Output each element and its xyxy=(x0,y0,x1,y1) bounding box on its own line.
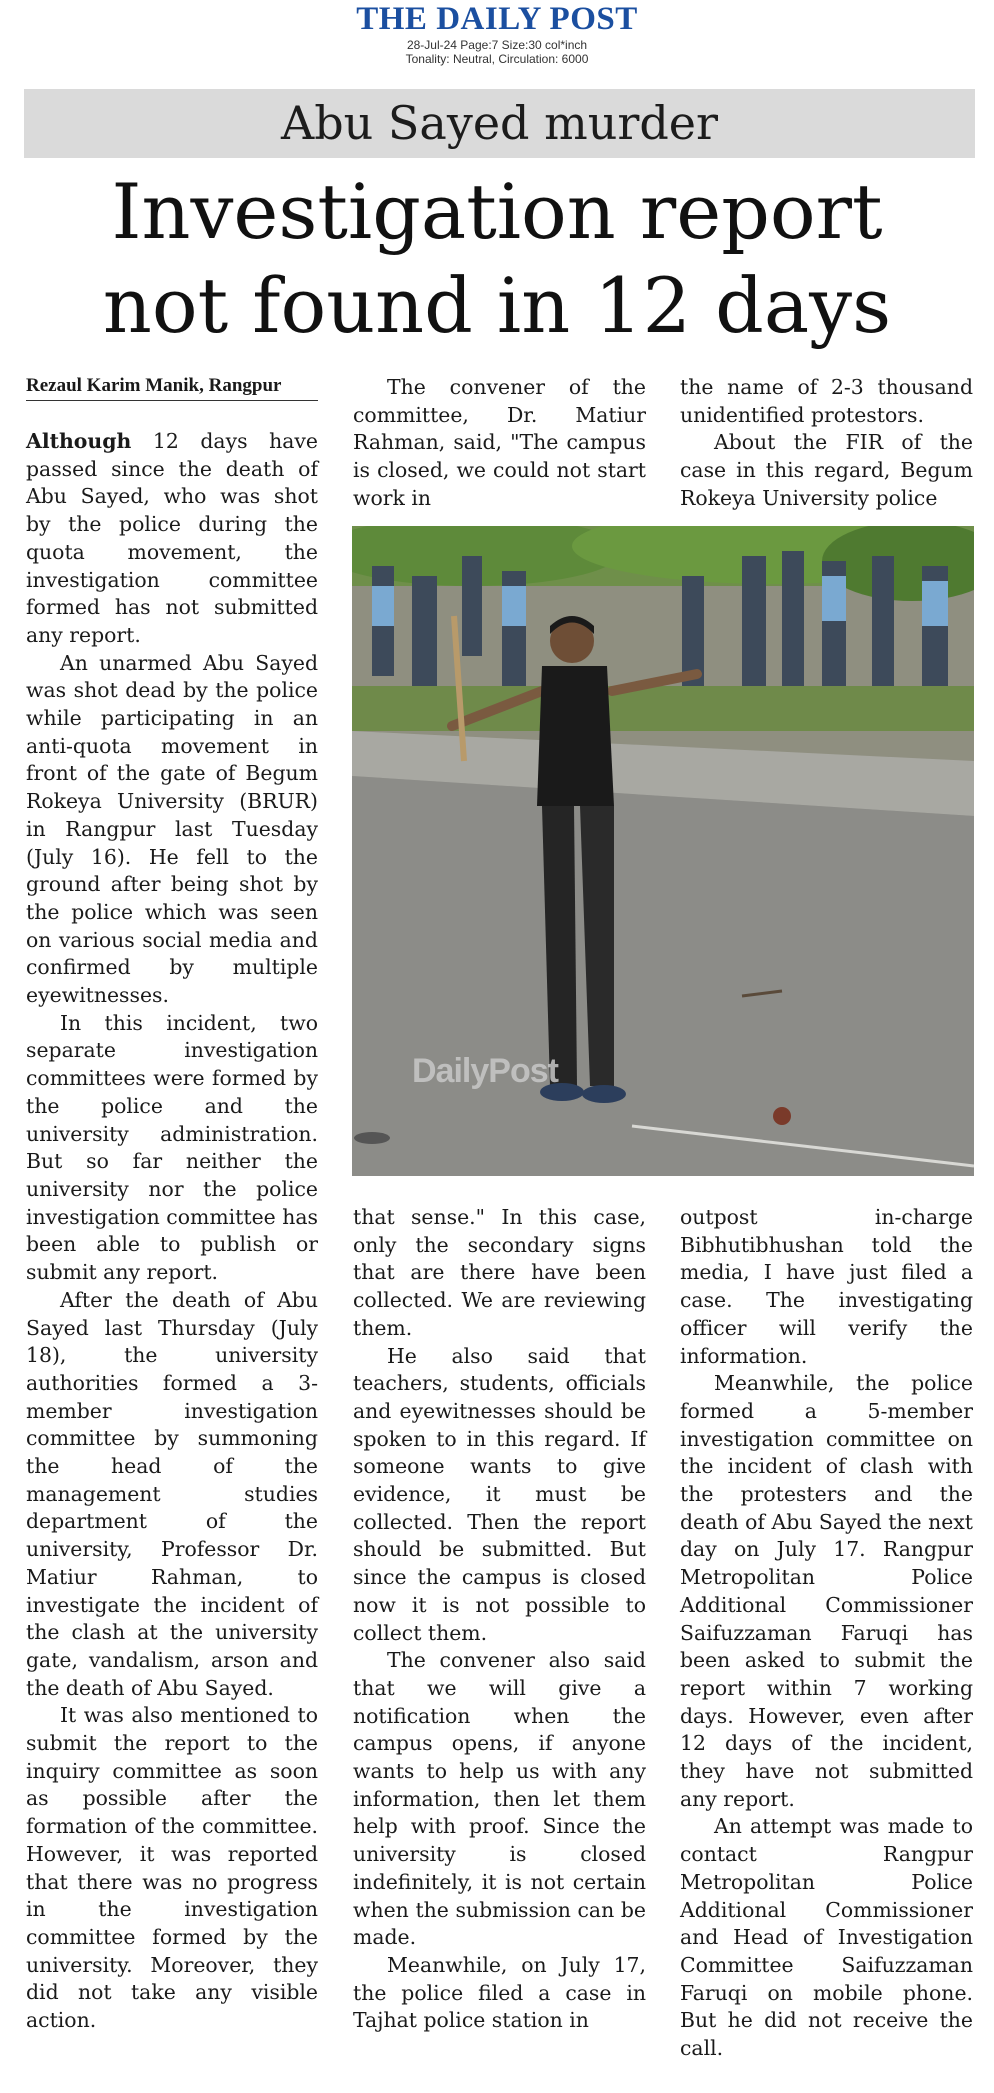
paragraph: The convener of the committee, Dr. Matiur Rahman, said, "The campus is closed, we could not start work in xyxy=(353,375,646,510)
column-1 xyxy=(26,428,318,2035)
photo-watermark: DailyPost xyxy=(412,1052,558,1090)
clipping-meta-line1: 28-Jul-24 Page:7 Size:30 col*inch xyxy=(406,38,588,52)
clipping-meta-line2: Tonality: Neutral, Circulation: 6000 xyxy=(405,52,589,66)
lead-paragraph xyxy=(26,428,318,650)
paragraph: An unarmed Abu Sayed was shot dead by the police while participating in an anti-quota movement in front of the gate of Begum Rokeya University (BRUR) in Rangpur last Tuesday (July 16). He fell to the ground after being shot by the police which was seen on various social media and confirmed by multiple eyewitnesses. xyxy=(26,650,318,1008)
byline: Rezaul Karim Manik, Rangpur xyxy=(26,374,318,401)
paragraph: The convener also said that we will give a notification when the campus opens, if anyone wants to help us with any information, then let them help with proof. Since the university is closed indefinitely, it is not certain when the submission can be made. xyxy=(353,1648,646,1950)
paragraph: that sense." In this case, only the secondary signs that are there have been collected. We are reviewing them. xyxy=(353,1205,646,1340)
column-2-bottom xyxy=(353,1204,646,2035)
paragraph: An attempt was made to contact Rangpur Metropolitan Police Additional Commissioner and Head of Investigation Committee Saifuzzaman Faruqi on mobile phone. But he did not receive the call. xyxy=(680,1814,973,2061)
headline xyxy=(0,165,994,353)
paragraph: outpost in-charge Bibhutibhushan told the media, I have just filed a case. The investigating officer will verify the information. xyxy=(680,1205,973,1368)
column-2-top xyxy=(353,374,646,513)
newspaper-logo: THE DAILY POST xyxy=(356,1,638,37)
paragraph: About the FIR of the case in this regard, Begum Rokeya University police xyxy=(680,430,973,510)
paragraph: He also said that teachers, students, officials and eyewitnesses should be spoken to in this regard. If someone wants to give evidence, it must be collected. Then the report should be submitted. But since the campus is closed now it is not possible to collect them. xyxy=(353,1343,646,1645)
column-3-bottom xyxy=(680,1204,973,2063)
paragraph: the name of 2-3 thousand unidentified protestors. xyxy=(680,375,973,427)
lead-word: Although xyxy=(26,429,132,453)
kicker: Abu Sayed murder xyxy=(280,96,719,150)
paragraph: In this incident, two separate investigation committees were formed by the police and the university administration. But so far neither the university nor the police investigation committee has been able to publish or submit any report. xyxy=(26,1010,318,1285)
paragraph: Meanwhile, the police formed a 5-member investigation committee on the incident of clash with the protesters and the death of Abu Sayed the next day on July 17. Rangpur Metropolitan Police Additional Commissioner Saifuzzaman Faruqi has been asked to submit the report within 7 working days. However, even after 12 days of the incident, they have not submitted any report. xyxy=(680,1371,973,1811)
column-3-top xyxy=(680,374,973,513)
news-photo xyxy=(352,526,974,1176)
headline-line-1: Investigation report xyxy=(111,167,883,256)
lead-text: 12 days have passed since the death of Abu Sayed, who was shot by the police during the quota movement, the investigation committee formed has not submitted any report. xyxy=(26,429,318,647)
paragraph: It was also mentioned to submit the report to the inquiry committee as soon as possible after the formation of the committee. However, it was reported that there was no progress in the investigation committee formed by the university. Moreover, they did not take any visible action. xyxy=(26,1703,318,2033)
paragraph: Meanwhile, on July 17, the police filed a case in Tajhat police station in xyxy=(353,1952,646,2033)
paragraph: After the death of Abu Sayed last Thursday (July 18), the university authorities formed a 3-member investigation committee by summoning the head of the management studies department of the university, Professor Dr. Matiur Rahman, to investigate the incident of the clash at the university gate, vandalism, arson and the death of Abu Sayed. xyxy=(26,1287,318,1700)
headline-line-2: not found in 12 days xyxy=(102,261,892,350)
